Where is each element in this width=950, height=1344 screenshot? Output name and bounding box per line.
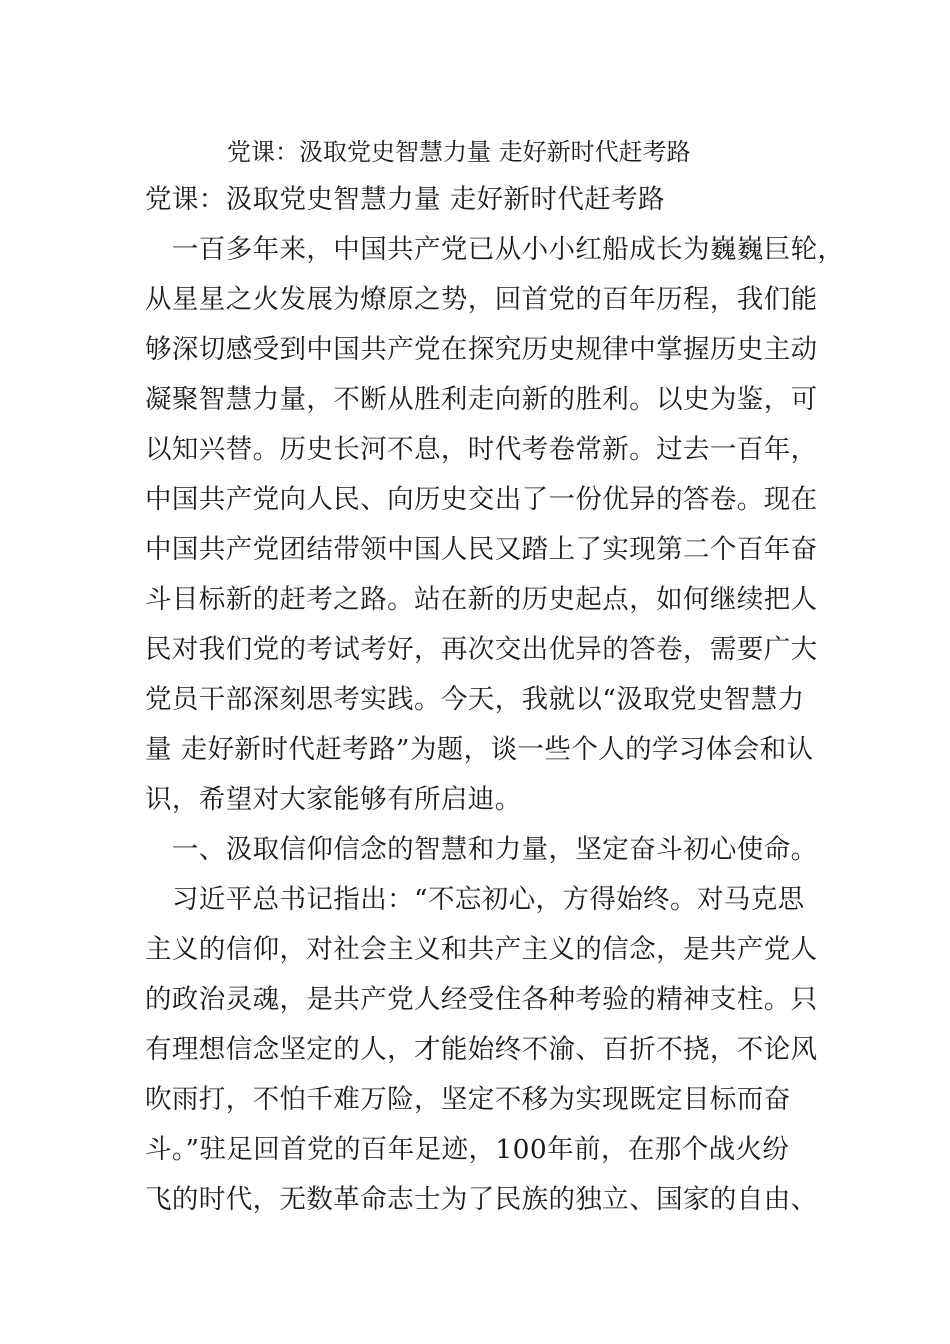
body-line: 主义的信仰，对社会主义和共产主义的信念，是共产党人: [145, 934, 818, 965]
body-line: 中国共产党团结带领中国人民又踏上了实现第二个百年奋: [145, 534, 818, 565]
body-line: 识，希望对大家能够有所启迪。: [145, 784, 522, 815]
body-line: 飞的时代，无数革命志士为了民族的独立、国家的自由、: [145, 1184, 818, 1215]
body-line: 从星星之火发展为燎原之势，回首党的百年历程，我们能: [145, 284, 818, 315]
section-heading: 一、汲取信仰信念的智慧和力量，坚定奋斗初心使命。: [145, 834, 818, 865]
body-line: 的政治灵魂，是共产党人经受住各种考验的精神支柱。只: [145, 984, 818, 1015]
body-line: 民对我们党的考试考好，再次交出优异的答卷，需要广大: [145, 634, 818, 665]
body-line: 凝聚智慧力量，不断从胜利走向新的胜利。以史为鉴，可: [145, 384, 818, 415]
body-line: 斗。”驻足回首党的百年足迹，100年前，在那个战火纷: [145, 1134, 790, 1165]
body-line: 一百多年来，中国共产党已从小小红船成长为巍巍巨轮，: [145, 234, 845, 265]
body-line: 量 走好新时代赶考路”为题，谈一些个人的学习体会和认: [145, 734, 814, 765]
body-line: 以知兴替。历史长河不息，时代考卷常新。过去一百年，: [145, 434, 818, 465]
body-line: 党员干部深刻思考实践。今天，我就以“汲取党史智慧力: [145, 684, 805, 715]
document-header-title: 党课：汲取党史智慧力量 走好新时代赶考路: [227, 138, 691, 166]
body-line: 斗目标新的赶考之路。站在新的历史起点，如何继续把人: [145, 584, 818, 615]
body-line: 够深切感受到中国共产党在探究历史规律中掌握历史主动: [145, 334, 818, 365]
body-line: 习近平总书记指出：“不忘初心，方得始终。对马克思: [145, 884, 805, 915]
body-line: 党课：汲取党史智慧力量 走好新时代赶考路: [145, 184, 665, 215]
body-line: 中国共产党向人民、向历史交出了一份优异的答卷。现在: [145, 484, 818, 515]
body-line: 吹雨打，不怕千难万险，坚定不移为实现既定目标而奋: [145, 1084, 791, 1115]
body-line: 有理想信念坚定的人，才能始终不渝、百折不挠，不论风: [145, 1034, 818, 1065]
